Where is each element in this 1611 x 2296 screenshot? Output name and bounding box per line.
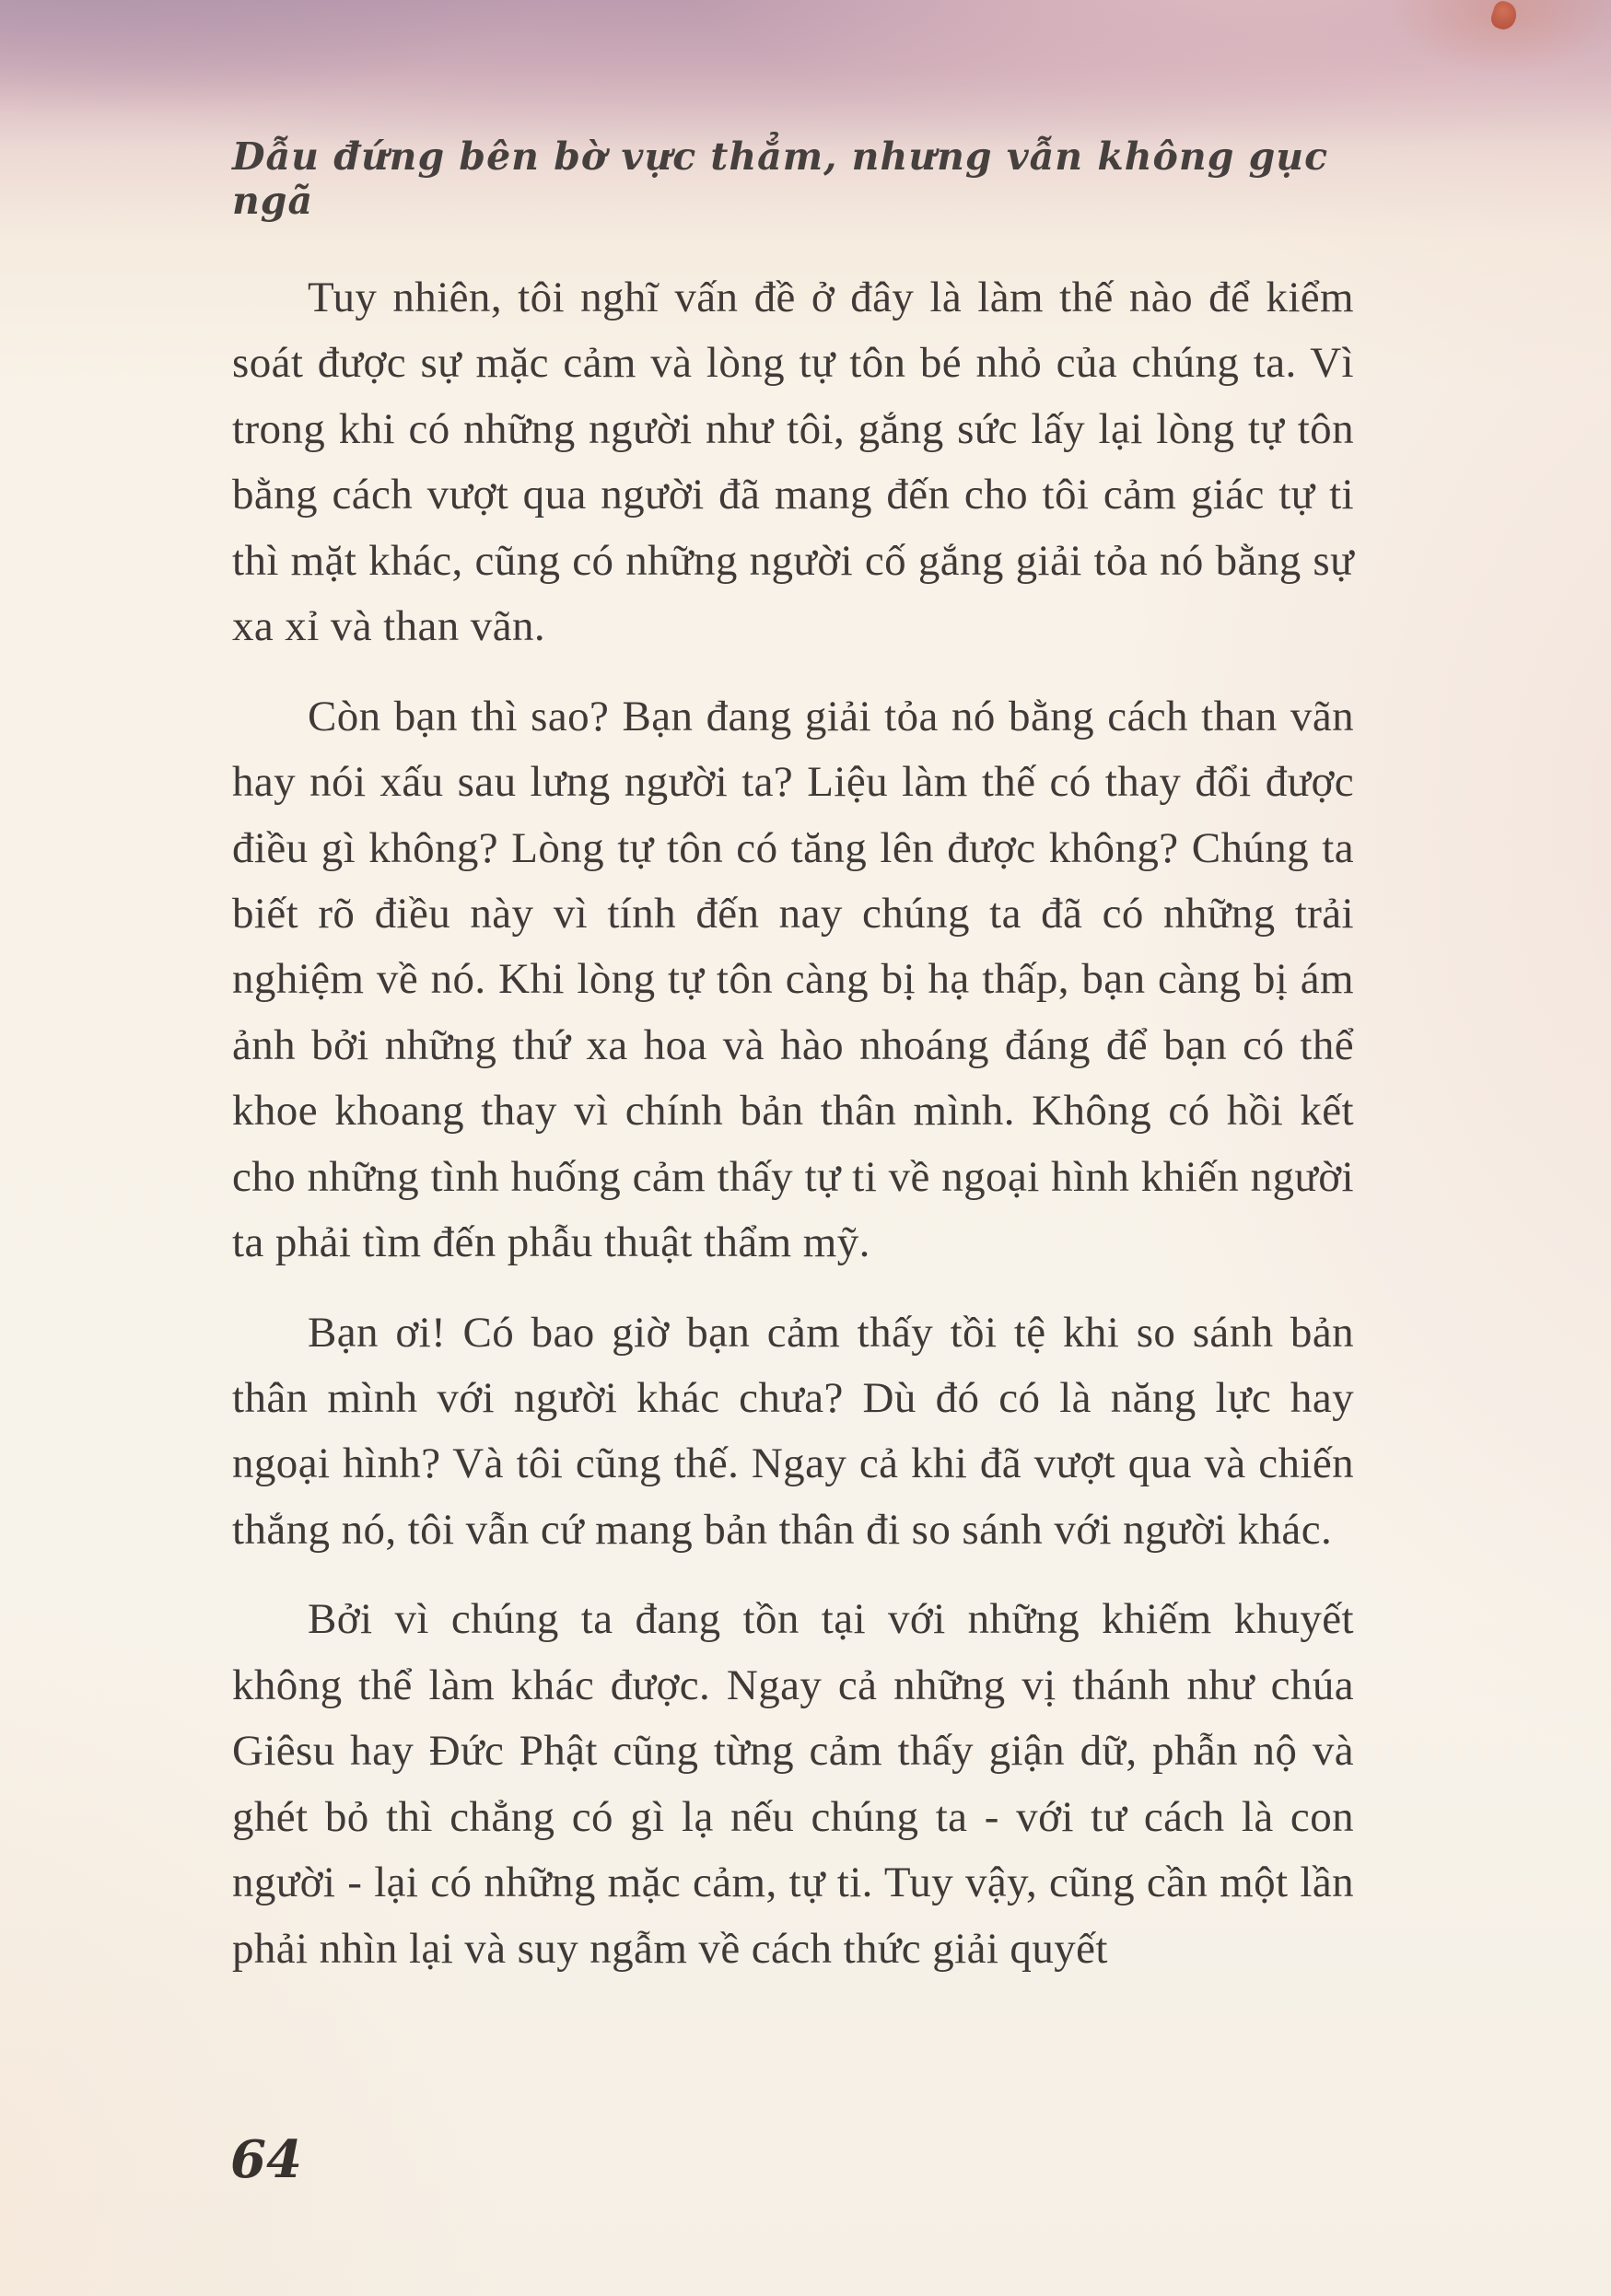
running-header: Dẫu đứng bên bờ vực thẳm, nhưng vẫn không gục ngã [232, 134, 1329, 223]
body-text-block [232, 265, 1354, 2006]
decorative-accent-mark [1488, 0, 1520, 32]
paragraph-3: Bạn ơi! Có bao giờ bạn cảm thấy tồi tệ khi so sánh bản thân mình với người khác chưa? Dù đó có là năng lực hay ngoại hình? Và tôi cũng thế. Ngay cả khi đã vượt qua và chiến thắng nó, tôi vẫn cứ mang bản thân đi so sánh với người khác. [232, 1308, 1354, 1554]
paragraph-4: Bởi vì chúng ta đang tồn tại với những khiếm khuyết không thể làm khác được. Ngay cả những vị thánh như chúa Giêsu hay Đức Phật cũng từng cảm thấy giận dữ, phẫn nộ và ghét bỏ thì chẳng có gì lạ nếu chúng ta - với tư cách là con người - lại có những mặc cảm, tự ti. Tuy vậy, cũng cần một lần phải nhìn lại và suy ngẫm về cách thức giải quyết [232, 1595, 1354, 1973]
page-number: 64 [230, 2129, 302, 2190]
paragraph-2: Còn bạn thì sao? Bạn đang giải tỏa nó bằng cách than vãn hay nói xấu sau lưng người ta? Liệu làm thế có thay đổi được điều gì không? Lòng tự tôn có tăng lên được không? Chúng ta biết rõ điều này vì tính đến nay chúng ta đã có những trải nghiệm về nó. Khi lòng tự tôn càng bị hạ thấp, bạn càng bị ám ảnh bởi những thứ xa hoa và hào nhoáng đáng để bạn có thể khoe khoang thay vì chính bản thân mình. Không có hồi kết cho những tình huống cảm thấy tự ti về ngoại hình khiến người ta phải tìm đến phẫu thuật thẩm mỹ. [232, 692, 1354, 1267]
paragraph-1: Tuy nhiên, tôi nghĩ vấn đề ở đây là làm thế nào để kiểm soát được sự mặc cảm và lòng tự tôn bé nhỏ của chúng ta. Vì trong khi có những người như tôi, gắng sức lấy lại lòng tự tôn bằng cách vượt qua người đã mang đến cho tôi cảm giác tự ti thì mặt khác, cũng có những người cố gắng giải tỏa nó bằng sự xa xỉ và than vãn. [232, 274, 1354, 651]
